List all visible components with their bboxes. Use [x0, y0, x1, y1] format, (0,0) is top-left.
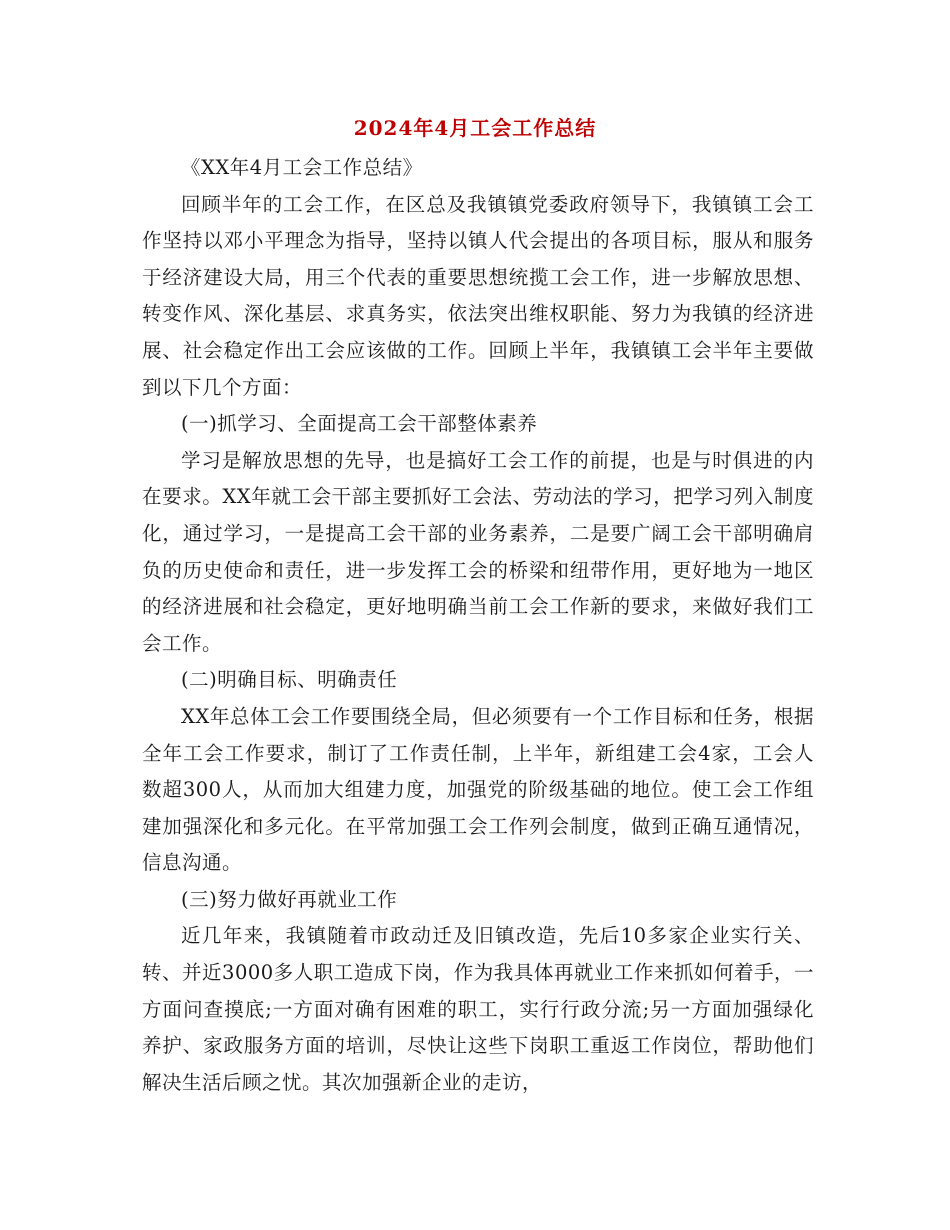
- section-heading-2: (二)明确目标、明确责任: [181, 668, 398, 692]
- section-heading-1: (一)抓学习、全面提高工会干部整体素养: [181, 412, 538, 436]
- paragraph-subtitle: 《XX年4月工会工作总结》: [181, 156, 423, 179]
- section-heading-3: (三)努力做好再就业工作: [181, 887, 398, 911]
- paragraph-section-3: 近几年来，我镇随着市政动迁及旧镇改造，先后10多家企业实行关、转、并近3000多人职工造成下岗，作为我具体再就业工作来抓如何着手，一方面问查摸底;一方面对确有困难的职工，实行行政分流;另一方面加强绿化养护、家政服务方面的培训，尽快让这些下岗职工重返工作岗位，帮助他们解决生活后顾之忧。其次加强新企业的走访，: [142, 924, 814, 1094]
- document-title: 2024年4月工会工作总结: [353, 116, 597, 140]
- paragraph-section-1: 学习是解放思想的先导，也是搞好工会工作的前提，也是与时俱进的内在要求。XX年就工会干部主要抓好工会法、劳动法的学习，把学习列入制度化，通过学习，一是提高工会干部的业务素养，二是要广阔工会干部明确肩负的历史使命和责任，进一步发挥工会的桥梁和纽带作用，更好地为一地区的经济进展和社会稳定，更好地明确当前工会工作新的要求，来做好我们工会工作。: [142, 448, 814, 655]
- paragraph-section-2: XX年总体工会工作要围绕全局，但必须要有一个工作目标和任务，根据全年工会工作要求，制订了工作责任制，上半年，新组建工会4家，工会人数超300人，从而加大组建力度，加强党的阶级基础的地位。使工会工作组建加强深化和多元化。在平常加强工会工作列会制度，做到正确互通情况，信息沟通。: [142, 704, 814, 875]
- document-body: [142, 150, 814, 1101]
- paragraph-intro: 回顾半年的工会工作，在区总及我镇镇党委政府领导下，我镇镇工会工作坚持以邓小平理念为指导，坚持以镇人代会提出的各项目标，服从和服务于经济建设大局，用三个代表的重要思想统揽工会工作，进一步解放思想、转变作风、深化基层、求真务实，依法突出维权职能、努力为我镇的经济进展、社会稳定作出工会应该做的工作。回顾上半年，我镇镇工会半年主要做到以下几个方面：: [142, 192, 814, 399]
